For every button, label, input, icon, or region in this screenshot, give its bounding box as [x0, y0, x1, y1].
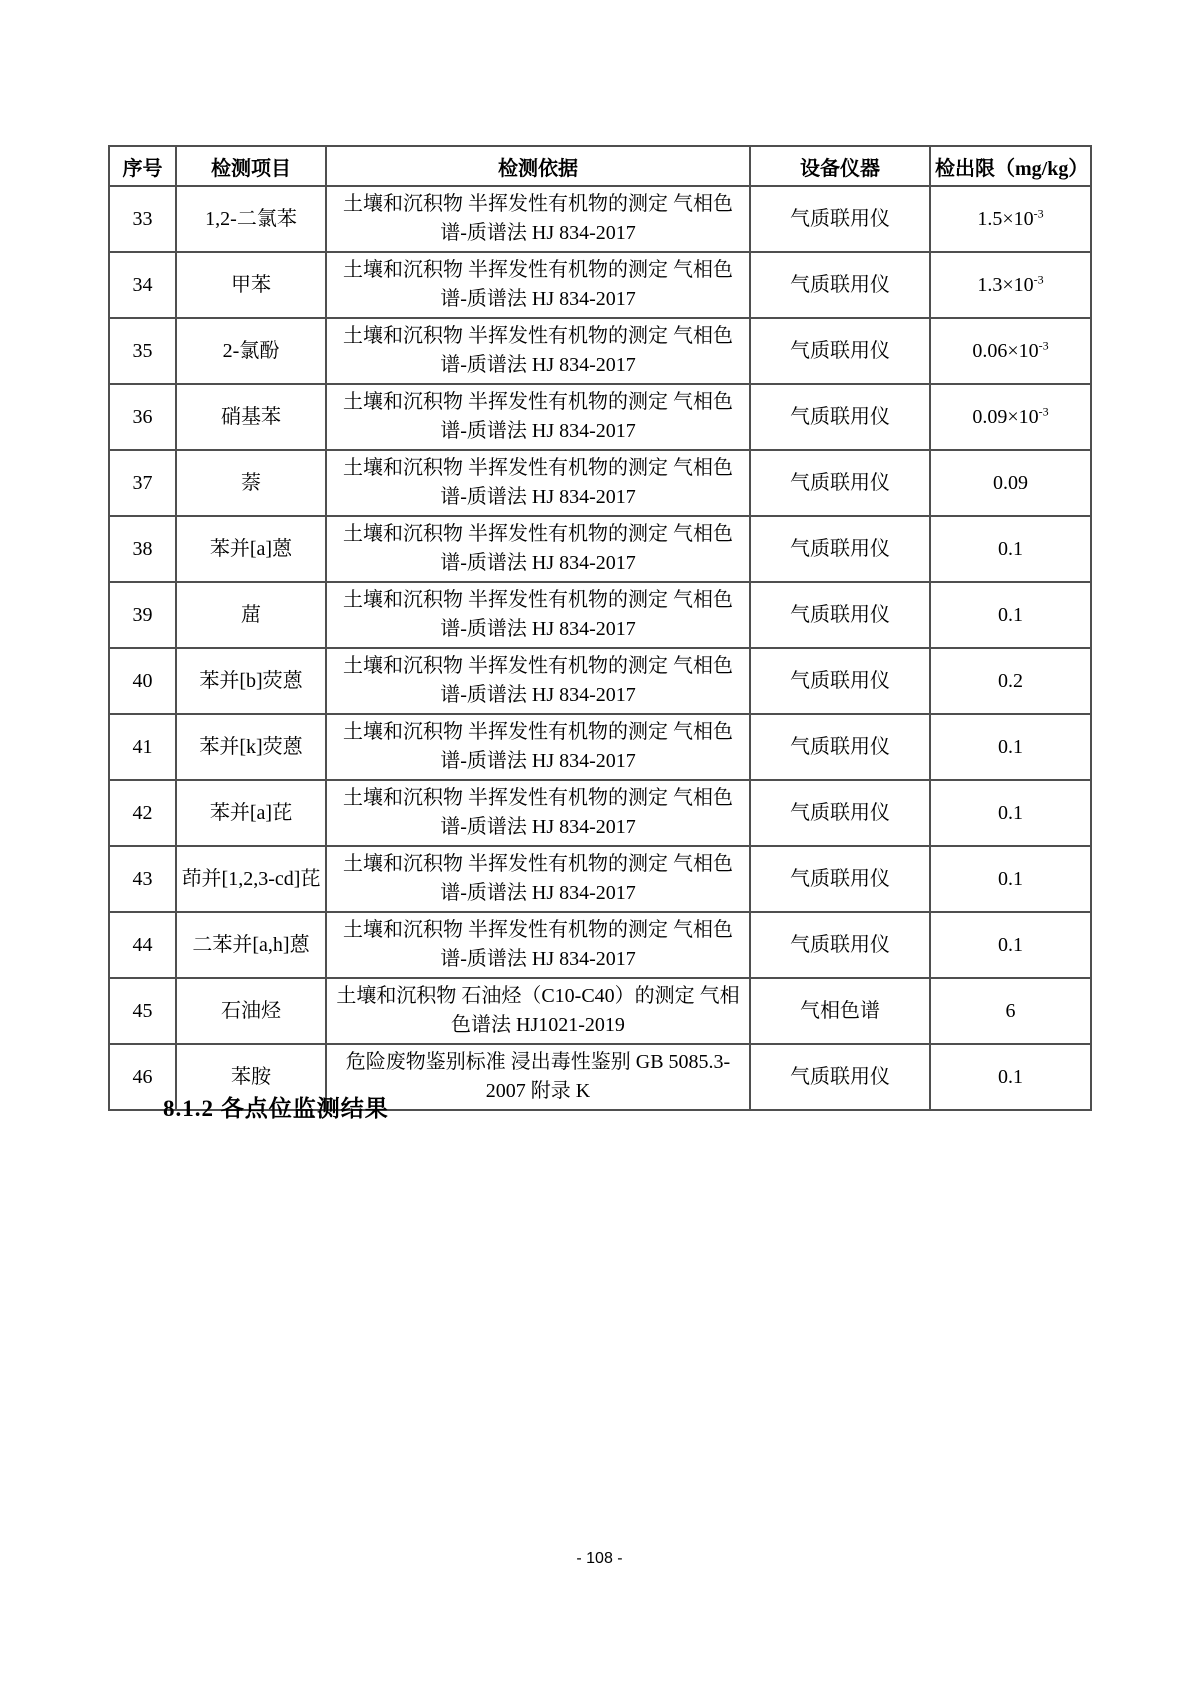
cell-item: 苯并[a]芘	[176, 780, 326, 846]
table-header	[109, 146, 1091, 186]
cell-item: 䓛	[176, 582, 326, 648]
cell-basis: 土壤和沉积物 半挥发性有机物的测定 气相色谱-质谱法 HJ 834-2017	[326, 714, 750, 780]
cell-equipment: 气质联用仪	[750, 912, 930, 978]
detection-table	[108, 145, 1092, 1111]
table-row	[109, 318, 1091, 384]
cell-equipment: 气质联用仪	[750, 714, 930, 780]
cell-equipment: 气质联用仪	[750, 252, 930, 318]
cell-limit: $0.09\times 10^{-3}$	[930, 384, 1091, 450]
cell-item: 硝基苯	[176, 384, 326, 450]
cell-no: 46	[109, 1044, 176, 1110]
cell-equipment: 气质联用仪	[750, 186, 930, 252]
table-row	[109, 846, 1091, 912]
cell-basis: 土壤和沉积物 石油烃（C10-C40）的测定 气相色谱法 HJ1021-2019	[326, 978, 750, 1044]
cell-no: 37	[109, 450, 176, 516]
cell-no: 42	[109, 780, 176, 846]
table-header-row	[109, 146, 1091, 186]
cell-limit: 0.1	[930, 846, 1091, 912]
table-row	[109, 714, 1091, 780]
cell-item: 2-氯酚	[176, 318, 326, 384]
cell-equipment: 气质联用仪	[750, 582, 930, 648]
cell-no: 33	[109, 186, 176, 252]
cell-limit: $1.5\times 10^{-3}$	[930, 186, 1091, 252]
cell-limit: 6	[930, 978, 1091, 1044]
cell-item: 苯并[a]蒽	[176, 516, 326, 582]
cell-basis: 土壤和沉积物 半挥发性有机物的测定 气相色谱-质谱法 HJ 834-2017	[326, 384, 750, 450]
cell-basis: 土壤和沉积物 半挥发性有机物的测定 气相色谱-质谱法 HJ 834-2017	[326, 252, 750, 318]
cell-limit: 0.2	[930, 648, 1091, 714]
table-row	[109, 780, 1091, 846]
cell-equipment: 气质联用仪	[750, 516, 930, 582]
cell-no: 40	[109, 648, 176, 714]
cell-no: 38	[109, 516, 176, 582]
cell-equipment: 气质联用仪	[750, 318, 930, 384]
cell-item: 1,2-二氯苯	[176, 186, 326, 252]
cell-basis: 土壤和沉积物 半挥发性有机物的测定 气相色谱-质谱法 HJ 834-2017	[326, 912, 750, 978]
table-row	[109, 186, 1091, 252]
cell-item: 甲苯	[176, 252, 326, 318]
table-row	[109, 648, 1091, 714]
cell-basis: 土壤和沉积物 半挥发性有机物的测定 气相色谱-质谱法 HJ 834-2017	[326, 318, 750, 384]
cell-basis: 土壤和沉积物 半挥发性有机物的测定 气相色谱-质谱法 HJ 834-2017	[326, 780, 750, 846]
cell-equipment: 气质联用仪	[750, 648, 930, 714]
cell-limit: 0.1	[930, 516, 1091, 582]
cell-equipment: 气相色谱	[750, 978, 930, 1044]
cell-limit: $0.06\times 10^{-3}$	[930, 318, 1091, 384]
cell-equipment: 气质联用仪	[750, 780, 930, 846]
cell-equipment: 气质联用仪	[750, 384, 930, 450]
page-number: - 108 -	[576, 1550, 623, 1567]
col-header-basis: 检测依据	[326, 146, 750, 186]
cell-item: 石油烃	[176, 978, 326, 1044]
col-header-limit: 检出限（mg/kg）	[930, 146, 1091, 186]
cell-equipment: 气质联用仪	[750, 450, 930, 516]
col-header-no: 序号	[109, 146, 176, 186]
cell-item: 茚并[1,2,3-cd]芘	[176, 846, 326, 912]
cell-item: 萘	[176, 450, 326, 516]
cell-no: 45	[109, 978, 176, 1044]
cell-no: 36	[109, 384, 176, 450]
cell-no: 35	[109, 318, 176, 384]
cell-item: 二苯并[a,h]蒽	[176, 912, 326, 978]
table-row	[109, 912, 1091, 978]
cell-limit: 0.1	[930, 780, 1091, 846]
cell-limit: 0.1	[930, 912, 1091, 978]
cell-no: 44	[109, 912, 176, 978]
cell-basis: 土壤和沉积物 半挥发性有机物的测定 气相色谱-质谱法 HJ 834-2017	[326, 582, 750, 648]
col-header-item: 检测项目	[176, 146, 326, 186]
col-header-equipment: 设备仪器	[750, 146, 930, 186]
cell-basis: 土壤和沉积物 半挥发性有机物的测定 气相色谱-质谱法 HJ 834-2017	[326, 648, 750, 714]
cell-basis: 危险废物鉴别标准 浸出毒性鉴别 GB 5085.3-2007 附录 K	[326, 1044, 750, 1110]
table-body	[109, 186, 1091, 1110]
cell-item: 苯胺	[176, 1044, 326, 1110]
cell-limit: $1.3\times 10^{-3}$	[930, 252, 1091, 318]
table-row	[109, 384, 1091, 450]
table-row	[109, 252, 1091, 318]
cell-equipment: 气质联用仪	[750, 1044, 930, 1110]
table-row	[109, 450, 1091, 516]
detection-table-container	[108, 145, 1092, 1111]
cell-no: 34	[109, 252, 176, 318]
table-row	[109, 582, 1091, 648]
cell-no: 39	[109, 582, 176, 648]
cell-limit: 0.1	[930, 1044, 1091, 1110]
cell-limit: 0.1	[930, 582, 1091, 648]
cell-basis: 土壤和沉积物 半挥发性有机物的测定 气相色谱-质谱法 HJ 834-2017	[326, 186, 750, 252]
cell-no: 41	[109, 714, 176, 780]
cell-no: 43	[109, 846, 176, 912]
cell-basis: 土壤和沉积物 半挥发性有机物的测定 气相色谱-质谱法 HJ 834-2017	[326, 516, 750, 582]
cell-basis: 土壤和沉积物 半挥发性有机物的测定 气相色谱-质谱法 HJ 834-2017	[326, 450, 750, 516]
cell-item: 苯并[b]荧蒽	[176, 648, 326, 714]
cell-item: 苯并[k]荧蒽	[176, 714, 326, 780]
table-row	[109, 516, 1091, 582]
table-row	[109, 978, 1091, 1044]
cell-basis: 土壤和沉积物 半挥发性有机物的测定 气相色谱-质谱法 HJ 834-2017	[326, 846, 750, 912]
cell-limit: 0.09	[930, 450, 1091, 516]
cell-limit: 0.1	[930, 714, 1091, 780]
cell-equipment: 气质联用仪	[750, 846, 930, 912]
section-heading: 8.1.2 各点位监测结果	[163, 1096, 389, 1121]
